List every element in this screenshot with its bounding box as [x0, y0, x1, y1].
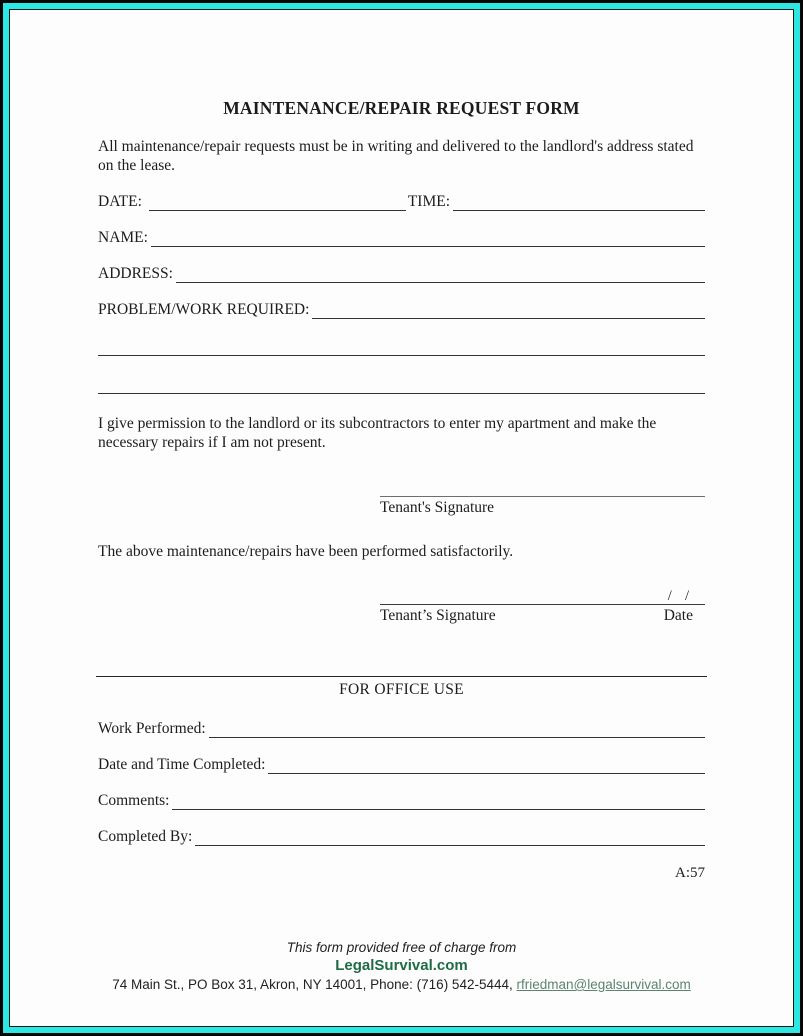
- footer-site-name: LegalSurvival.com: [335, 957, 468, 974]
- time-input-line: [453, 194, 705, 211]
- intro-paragraph: All maintenance/repair requests must be in writing and delivered to the landlord's address stated on the lease.: [98, 138, 694, 174]
- date-time-completed-label: Date and Time Completed:: [98, 756, 266, 773]
- comments-label: Comments:: [98, 792, 170, 809]
- work-performed-input-line: [209, 721, 705, 738]
- address-input-line: [176, 266, 705, 283]
- date-label: DATE:: [98, 193, 146, 210]
- footer-email-link[interactable]: rfriedman@legalsurvival.com: [516, 977, 691, 992]
- tenant-signature-label-2: Tenant’s Signature: [380, 607, 496, 624]
- satisfaction-paragraph: The above maintenance/repairs have been performed satisfactorily.: [98, 543, 514, 560]
- form-code: A:57: [675, 865, 705, 881]
- date-label-2: Date: [663, 607, 693, 624]
- tenant-signature-label-1: Tenant's Signature: [380, 499, 495, 516]
- work-performed-row: [98, 719, 705, 738]
- date-input-line: [149, 194, 406, 211]
- form-page: [9, 9, 794, 1027]
- office-use-heading: FOR OFFICE USE: [339, 681, 464, 698]
- comments-row: [98, 791, 705, 810]
- problem-extra-line-2: [98, 393, 705, 394]
- work-performed-label: Work Performed:: [98, 720, 206, 737]
- tenant-signature-block-2: [380, 589, 705, 626]
- footer: [98, 940, 705, 993]
- page-title: MAINTENANCE/REPAIR REQUEST FORM: [223, 98, 580, 118]
- signature-date-labels: [380, 606, 705, 626]
- completed-by-row: [98, 827, 705, 846]
- footer-provided-text: This form provided free of charge from: [286, 940, 517, 955]
- time-label: TIME:: [407, 193, 451, 210]
- problem-extra-line-1: [98, 355, 705, 356]
- completed-by-label: Completed By:: [98, 828, 193, 845]
- accent-border: [3, 3, 800, 1033]
- office-section-divider: [96, 676, 707, 677]
- tenant-signature-block-1: [380, 496, 705, 518]
- problem-input-line: [312, 302, 705, 319]
- problem-label: PROBLEM/WORK REQUIRED:: [98, 301, 310, 318]
- date-time-completed-row: [98, 755, 705, 774]
- footer-address-line: [98, 976, 705, 993]
- date-slashes: / /: [667, 588, 691, 604]
- problem-row: [98, 300, 705, 319]
- date-time-completed-input-line: [268, 757, 705, 774]
- name-label: NAME:: [98, 229, 148, 246]
- date-time-row: [98, 192, 705, 211]
- tenant-signature-line-1: [380, 496, 705, 497]
- name-input-line: [151, 230, 705, 247]
- tenant-signature-line-2: [380, 604, 705, 605]
- name-row: [98, 228, 705, 247]
- footer-address-text: 74 Main St., PO Box 31, Akron, NY 14001, Phone: (716) 542-5444,: [112, 977, 517, 992]
- address-label: ADDRESS:: [98, 265, 173, 282]
- completed-by-input-line: [195, 829, 705, 846]
- permission-paragraph: I give permission to the landlord or its subcontractors to enter my apartment and make the necessary repairs if I am not present.: [98, 415, 657, 451]
- comments-input-line: [172, 793, 705, 810]
- address-row: [98, 264, 705, 283]
